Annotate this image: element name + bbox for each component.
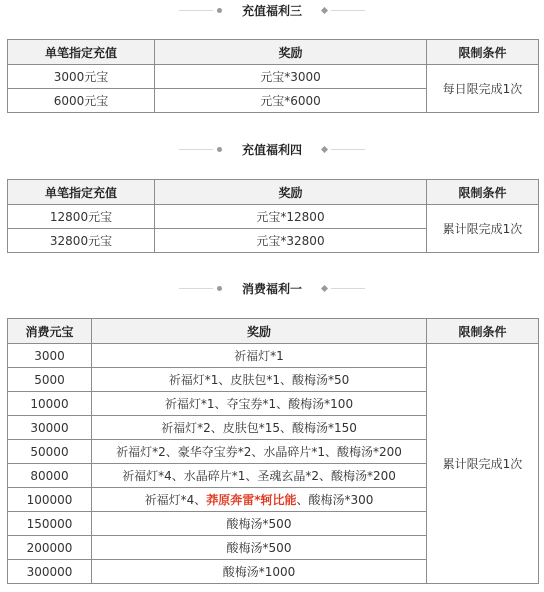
reward-cell: 祈福灯*2、豪华夺宝券*2、水晶碎片*1、酸梅汤*200 <box>92 440 427 464</box>
table-row <box>8 65 539 89</box>
amount-cell: 5000 <box>8 368 92 392</box>
column-header: 奖励 <box>155 40 427 65</box>
limit-cell: 累计限完成1次 <box>427 205 539 253</box>
amount-cell: 6000元宝 <box>8 89 155 113</box>
table-header-row <box>8 180 539 205</box>
column-header: 限制条件 <box>427 40 539 65</box>
reward-cell: 酸梅汤*500 <box>92 536 427 560</box>
column-header: 奖励 <box>155 180 427 205</box>
section-heading: 充值福利三 <box>241 3 302 18</box>
reward-cell: 元宝*6000 <box>155 89 427 113</box>
diamond-icon <box>321 145 328 152</box>
reward-cell: 祈福灯*1、夺宝券*1、酸梅汤*100 <box>92 392 427 416</box>
column-header: 单笔指定充值 <box>8 40 155 65</box>
section-title-3 <box>0 279 544 297</box>
amount-cell: 80000 <box>8 464 92 488</box>
reward-cell: 祈福灯*2、皮肤包*15、酸梅汤*150 <box>92 416 427 440</box>
recharge-table-4 <box>7 179 539 253</box>
reward-cell: 元宝*12800 <box>155 205 427 229</box>
reward-cell: 祈福灯*1 <box>92 344 427 368</box>
amount-cell: 12800元宝 <box>8 205 155 229</box>
amount-cell: 150000 <box>8 512 92 536</box>
dot-icon <box>217 8 222 13</box>
reward-cell: 元宝*3000 <box>155 65 427 89</box>
table-header-row <box>8 40 539 65</box>
reward-cell: 祈福灯*4、水晶碎片*1、圣魂玄晶*2、酸梅汤*200 <box>92 464 427 488</box>
reward-text: 祈福灯*4、 <box>144 493 207 507</box>
limit-cell: 每日限完成1次 <box>427 65 539 113</box>
section-heading: 消费福利一 <box>241 281 302 296</box>
column-header: 消费元宝 <box>8 319 92 344</box>
divider-line <box>179 149 213 150</box>
reward-cell: 元宝*32800 <box>155 229 427 253</box>
column-header: 单笔指定充值 <box>8 180 155 205</box>
amount-cell: 50000 <box>8 440 92 464</box>
reward-cell: 酸梅汤*1000 <box>92 560 427 584</box>
table-row <box>8 205 539 229</box>
divider-line <box>179 10 213 11</box>
reward-cell: 酸梅汤*500 <box>92 512 427 536</box>
reward-cell: 祈福灯*1、皮肤包*1、酸梅汤*50 <box>92 368 427 392</box>
divider-line <box>331 10 365 11</box>
column-header: 限制条件 <box>427 319 539 344</box>
amount-cell: 300000 <box>8 560 92 584</box>
dot-icon <box>217 286 222 291</box>
recharge-table-3 <box>7 39 539 113</box>
amount-cell: 100000 <box>8 488 92 512</box>
limit-cell: 累计限完成1次 <box>427 344 539 584</box>
amount-cell: 30000 <box>8 416 92 440</box>
amount-cell: 3000元宝 <box>8 65 155 89</box>
highlight-reward: 莽原奔雷*轲比能 <box>206 493 297 507</box>
divider-line <box>331 149 365 150</box>
table-row <box>8 344 539 368</box>
amount-cell: 32800元宝 <box>8 229 155 253</box>
amount-cell: 200000 <box>8 536 92 560</box>
amount-cell: 10000 <box>8 392 92 416</box>
table-header-row <box>8 319 539 344</box>
diamond-icon <box>321 284 328 291</box>
reward-cell <box>92 488 427 512</box>
divider-line <box>179 288 213 289</box>
amount-cell: 3000 <box>8 344 92 368</box>
section-title-1 <box>0 1 544 19</box>
consumption-table-1 <box>7 318 539 584</box>
reward-text: 、酸梅汤*300 <box>296 493 374 507</box>
section-title-2 <box>0 140 544 158</box>
column-header: 奖励 <box>92 319 427 344</box>
divider-line <box>331 288 365 289</box>
column-header: 限制条件 <box>427 180 539 205</box>
section-heading: 充值福利四 <box>241 142 302 157</box>
diamond-icon <box>321 6 328 13</box>
dot-icon <box>217 147 222 152</box>
